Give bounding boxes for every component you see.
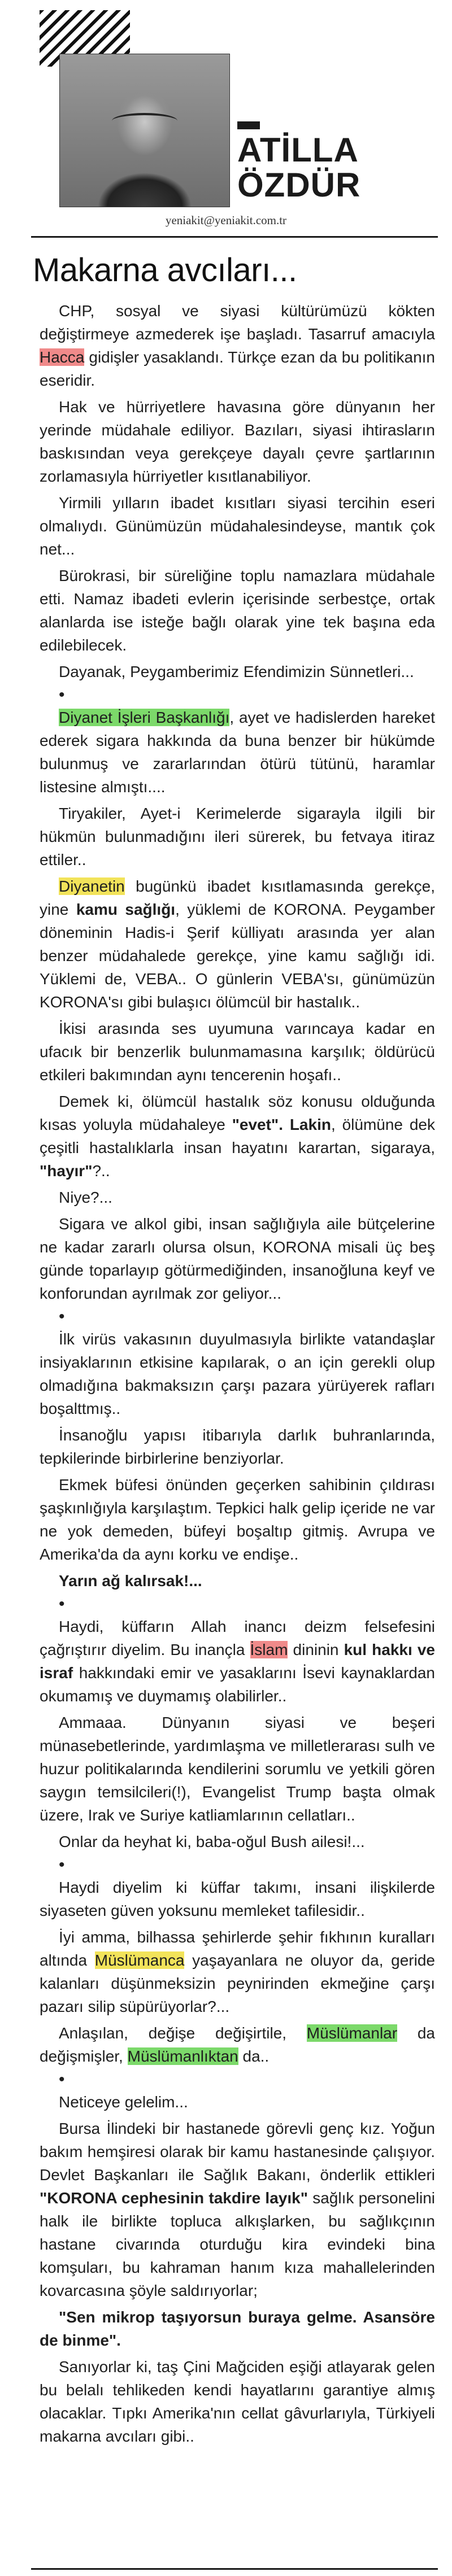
paragraph-text: Ekmek büfesi önünden geçerken sahibinin çıldırası şaşkınlığıyla karşılaştım. Tepkici halk gelip içeride ne var ne yok demeden, büfeyi boşaltıp gitmiş. Avrupa ve Amerika'da da aynı korku ve endişe..	[40, 1476, 435, 1563]
paragraph-text: Demek ki, ölümcül hastalık söz konusu olduğunda kısas yoluyla müdahaleye	[40, 1093, 435, 1133]
bold-text: kul hakkı ve israf	[40, 1641, 435, 1682]
bold-text: "hayır"	[40, 1162, 93, 1180]
paragraph-text: sağlık personelini halk ile birlikte topluca alkışlarken, bu sağlıkçının hastane civarında oturduğu kira evindeki bina komşuları, bu kahraman hanım kıza mahallelerinden kovarcasına şöyle saldırıyorlar;	[40, 2189, 435, 2299]
paragraph-text: CHP, sosyal ve siyasi kültürümüzü kökten değiştirmeye azmederek işe başladı. Tasarruf amacıyla	[40, 302, 435, 343]
article-paragraph	[40, 1473, 435, 1566]
highlighted-text: Müslümanca	[94, 1951, 185, 1969]
author-email[interactable]: yeniakit@yeniakit.com.tr	[165, 213, 287, 227]
article-paragraph	[40, 1926, 435, 2018]
article-paragraph	[40, 2355, 435, 2448]
paragraph-text: da değişmişler,	[40, 2024, 435, 2065]
bold-text: "evet". Lakin	[232, 1116, 331, 1133]
paragraph-text: Ammaaa. Dünyanın siyasi ve beşeri münasebetlerinde, yardımlaşma ve milletlerarası sulh ve huzur politikalarında kendilerini sorumlu ve yetkili gören saygın temsilcileri(!), Evangelist Trump başta olmak üzere, Irak ve Suriye katliamlarının cellatları..	[40, 1714, 435, 1824]
paragraph-text: İkisi arasında ses uyumuna varıncaya kadar en ufacık bir benzerlik bulunmamasına karşılık; öldürücü etkileri bakımından aynı tencerenin hoşafı..	[40, 1020, 435, 1084]
author-last-name: ÖZDÜR	[237, 166, 361, 204]
paragraph-text: Sigara ve alkol gibi, insan sağlığıyla aile bütçelerine ne kadar zararlı olursa olsun, KORONA misali üç beş günde toparlayıp götürmediğinden, insanoğluna keyf ve konforundan ayrılmak zor geliyor...	[40, 1215, 435, 1302]
article-paragraph	[40, 491, 435, 561]
article-paragraph	[40, 1830, 435, 1853]
author-name-bar	[237, 121, 260, 129]
article-paragraph	[40, 564, 435, 657]
bold-text: "KORONA cephesinin takdire layık"	[40, 2189, 308, 2207]
paragraph-text: Onlar da heyhat ki, baba-oğul Bush ailesi!...	[59, 1833, 365, 1850]
paragraph-text: Haydi diyelim ki küffar takımı, insani ilişkilerde siyaseten güven yoksunu memleket tafilesidir..	[40, 1879, 435, 1919]
section-bullet: •	[59, 2070, 65, 2089]
article-paragraph	[40, 2021, 435, 2068]
bold-text: Yarın ağ kalırsak!...	[59, 1572, 202, 1590]
header-divider	[31, 236, 438, 238]
highlighted-text: Hacca	[40, 348, 85, 366]
section-bullet: •	[59, 1595, 65, 1613]
article-paragraph	[40, 1212, 435, 1305]
article-paragraph	[40, 395, 435, 488]
paragraph-text: , ayet ve hadislerden hareket ederek sigara hakkında da buna benzer bir hükümde bulunmuş ve zararlarından ötürü tütünü, haramlar listesine almıştı....	[40, 709, 435, 796]
highlighted-text: Diyanet İşleri Başkanlığı	[59, 709, 230, 726]
paragraph-text: ?..	[92, 1162, 110, 1180]
paragraph-text: Bürokrasi, bir süreliğine toplu namazlara müdahale etti. Namaz ibadeti evlerin içerisinde serbestçe, ortak alanlarda ise isteğe bağlı olarak yine tek başına eda edilebilecek.	[40, 567, 435, 654]
paragraph-text: İnsanoğlu yapısı itibarıyla darlık buhranlarında, tepkilerinde birbirlerine benziyorlar.	[40, 1426, 435, 1467]
paragraph-text: gidişler yasaklandı. Türkçe ezan da bu politikanın eseridir.	[40, 348, 435, 389]
section-bullet: •	[59, 1855, 65, 1874]
article-paragraph	[40, 660, 435, 683]
paragraph-text: Dayanak, Peygamberimiz Efendimizin Sünnetleri...	[59, 663, 414, 680]
paragraph-text: Sanıyorlar ki, taş Çini Mağciden eşiği atlayarak gelen bu belalı tehlikeden kendi hayatlarını garantiye almış olacaklar. Tıpkı Amerika'nın cellat gâvurlarıyla, Türkiyeli makarna avcıları gibi..	[40, 2358, 435, 2445]
paragraph-text: , ölümüne dek çeşitli hastalıklarla insan hayatını karartan, sigaraya,	[40, 1116, 435, 1156]
paragraph-text: Hak ve hürriyetlere havasına göre dünyanın her yerinde müdahale ediliyor. Bazıları, siyasi ihtirasların baskısından veya gerekçeye dayalı çevre şartlarının zorlamasıyla hürriyetler kısıtlanabiliyor.	[40, 398, 435, 485]
paragraph-text: yaşayanlara ne oluyor da, geride kalanları düşünmeksizin peynirinden ekmeğine çarşı pazarı silip süpürüyorlar?...	[40, 1951, 435, 2015]
paragraph-text: Bursa İlindeki bir hastanede görevli genç kız. Yoğun bakım hemşiresi olarak bir kamu hastanesinde çalışıyor. Devlet Başkanları ile Sağlık Bakanı, önderlik ettikleri	[40, 2120, 435, 2184]
article-paragraph	[40, 1017, 435, 1086]
article-body	[40, 299, 435, 2451]
article-paragraph	[40, 1615, 435, 1708]
paragraph-text: bugünkü ibadet kısıtlamasında gerekçe, yine	[40, 877, 435, 918]
paragraph-text: Tiryakiler, Ayet-i Kerimelerde sigarayla ilgili bir hükmün bulunmadığını ileri sürerek, bu fetvaya itiraz ettiler..	[40, 805, 435, 868]
highlighted-text: İslam	[250, 1641, 288, 1658]
article-paragraph	[40, 1186, 435, 1209]
paragraph-text: Niye?...	[59, 1189, 112, 1206]
author-first-name: ATİLLA	[237, 131, 359, 169]
article-paragraph	[40, 1876, 435, 1922]
article-paragraph	[40, 1569, 435, 1592]
article-title: Makarna avcıları...	[33, 252, 297, 289]
paragraph-text: İyi amma, bilhassa şehirlerde şehir fıkhının kuralları altında	[40, 1928, 435, 1969]
paragraph-text: Yirmili yılların ibadet kısıtları siyasi tercihin eseri olmalıydı. Günümüzün müdahalesindeyse, mantık çok net...	[40, 494, 435, 558]
bold-text: "Sen mikrop taşıyorsun buraya gelme. Asansöre de binme".	[40, 2308, 435, 2349]
section-bullet: •	[59, 686, 65, 704]
highlighted-text: Diyanetin	[59, 877, 125, 895]
author-photo	[59, 54, 230, 207]
author-photo-detail	[112, 113, 177, 129]
footer-divider	[31, 2568, 438, 2570]
paragraph-text: da..	[238, 2047, 270, 2065]
paragraph-text: Anlaşılan, değişe değişirtile,	[59, 2024, 307, 2042]
paragraph-text: , yüklemi de KORONA. Peygamber döneminin Hadis-i Şerif külliyatı arasında yer alan benzer müdahalede gerekçe, yine kamu sağlığı idi. Yüklemi de, VEBA.. O günlerin VEBA'sı, günümüzün KORONA'sı gibi bulaşıcı ölümcül bir hastalık..	[40, 901, 435, 1011]
highlighted-text: Müslümanlıktan	[127, 2047, 238, 2065]
article-paragraph	[40, 2306, 435, 2352]
paragraph-text: hakkındaki emir ve yasaklarını İsevi kaynaklardan okumamış ve duymamış olabilirler..	[40, 1664, 435, 1705]
paragraph-text: dininin	[288, 1641, 344, 1658]
article-paragraph	[40, 1424, 435, 1470]
article-paragraph	[40, 2090, 435, 2114]
paragraph-text: Neticeye gelelim...	[59, 2093, 188, 2111]
article-paragraph	[40, 1711, 435, 1827]
article-paragraph	[40, 802, 435, 871]
article-paragraph	[40, 706, 435, 798]
section-bullet: •	[59, 1307, 65, 1326]
paragraph-text: Haydi, küffarın Allah inancı deizm felsefesini çağrıştırır diyelim. Bu inançla	[40, 1618, 435, 1658]
column-header	[0, 0, 452, 248]
article-paragraph	[40, 299, 435, 392]
bold-text: kamu sağlığı	[76, 901, 176, 918]
article-paragraph	[40, 875, 435, 1014]
author-name	[237, 133, 418, 203]
article-paragraph	[40, 1328, 435, 1420]
article-paragraph	[40, 1090, 435, 1182]
article-paragraph	[40, 2117, 435, 2302]
paragraph-text: İlk virüs vakasının duyulmasıyla birlikte vatandaşlar insiyaklarının etkisine kapılarak, o an için gerekli olup olmadığına bakmaksızın çarşı pazara yürüyerek rafları boşalttmış..	[40, 1330, 435, 1417]
highlighted-text: Müslümanlar	[306, 2024, 398, 2042]
